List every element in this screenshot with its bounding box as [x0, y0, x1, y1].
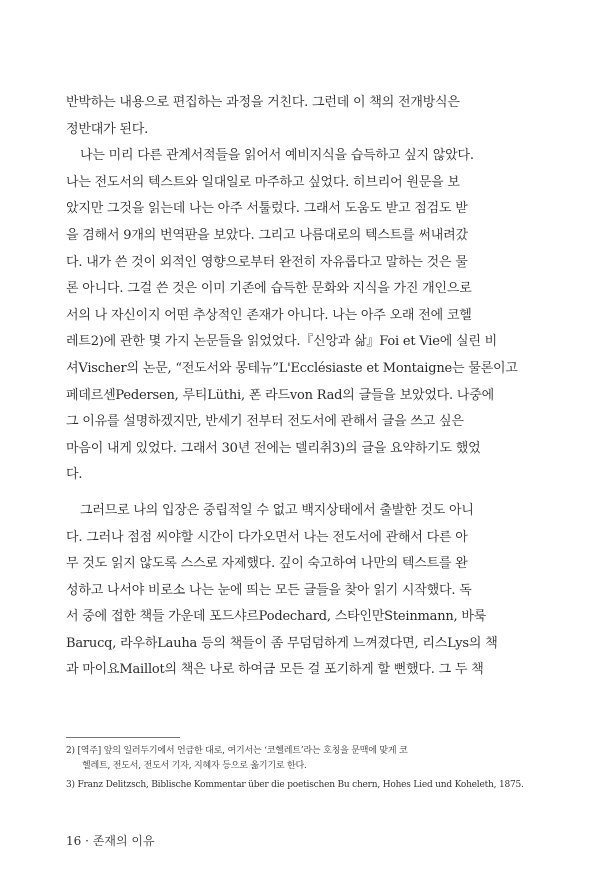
page-number: 16 [66, 834, 82, 848]
body-line: 반박하는 내용으로 편집하는 과정을 거친다. 그런데 이 책의 전개방식은 [66, 95, 460, 110]
footnote-3-line: 3) Franz Delitzsch, Biblische Kommentar über die poetischen Bu chern, Hohes Lied und Koheleth, 1875. [66, 780, 524, 790]
body-line: 을 겸해서 9개의 번역판을 보았다. 그리고 나름대로의 텍스트를 써내려갔 [66, 227, 468, 243]
body-line: 과 마이요Maillot의 책은 나로 하여금 모든 걸 포기하게 할 뻔했다. 그 두 책 [66, 662, 484, 678]
footnotes [66, 744, 524, 793]
body-line: 았지만 그것을 읽는데 나는 아주 서툴렀다. 그래서 도움도 받고 점검도 받 [66, 201, 468, 217]
running-title: 존재의 이유 [92, 834, 155, 848]
body-line: 그 이유를 설명하겠지만, 반세기 전부터 전도서에 관해서 글을 쓰고 싶은 [66, 414, 464, 430]
body-line: 서의 나 자신이지 어떤 추상적인 존재가 아니다. 나는 아주 오래 전에 코헬 [66, 307, 472, 323]
body-text [66, 90, 518, 684]
footnote-2-continuation: 헬레트, 전도서, 전도서 기자, 지혜자 등으로 옮기기로 한다. [82, 761, 307, 771]
body-line: 페데르센Pedersen, 루티Lüthi, 폰 라드von Rad의 글들을 보았었다. 나중에 [66, 387, 494, 403]
body-line: 다. 내가 쓴 것이 외적인 영향으로부터 완전히 자유롭다고 말하는 것은 물 [66, 254, 468, 270]
paragraph-gap [66, 489, 482, 498]
body-line: 셔Vischer의 논문, “전도서와 몽테뉴”L'Ecclésiaste et Montaigne는 물론이고 [66, 360, 518, 376]
body-line: 서 중에 접한 책들 가운데 포드샤르Podechard, 스타인만Steinmann, 바룩 [66, 609, 487, 625]
paragraph-start-line: 그러므로 나의 입장은 중립적일 수 없고 백지상태에서 출발한 것도 아니 [80, 502, 474, 518]
body-line: 성하고 나서야 비로소 나는 눈에 띄는 모든 글들을 찾아 읽기 시작했다. 독 [66, 582, 472, 598]
body-line: 다. 그러나 점점 씨야할 시간이 다가오면서 나는 전도서에 관해서 다른 아 [66, 529, 468, 545]
body-line: 론 아니다. 그걸 쓴 것은 이미 기존에 습득한 문화와 지식을 가진 개인으로 [66, 281, 472, 297]
body-line: 다. [66, 467, 83, 483]
body-line: 마음이 내게 있었다. 그래서 30년 전에는 델리취3)의 글을 요약하기도 했었 [66, 440, 481, 456]
folio-separator: · [85, 834, 89, 848]
body-line: 무 것도 읽지 않도록 스스로 자제했다. 깊이 숙고하여 나만의 텍스트를 완 [66, 556, 468, 572]
body-line: 정반대가 된다. [66, 121, 149, 137]
footnote-divider [66, 737, 180, 738]
footnote-2-line: 2) [역주] 앞의 일러두기에서 언급한 대로, 여기서는 ‘코헬레트’라는 호칭을 문맥에 맞게 코 [66, 746, 408, 756]
body-line: Barucq, 라우하Lauha 등의 책들이 좀 무덤덤하게 느껴졌다면, 리스Lys의 책 [66, 635, 498, 651]
body-line: 나는 전도서의 텍스트와 일대일로 마주하고 싶었다. 히브리어 원문을 보 [66, 174, 460, 190]
paragraph-start-line: 나는 미리 다른 관계서적들을 읽어서 예비지식을 습득하고 싶지 않았다. [80, 148, 474, 164]
body-line: 레트2)에 관한 몇 가지 논문들을 읽었었다.『신앙과 삶』Foi et Vie에 실린 비 [66, 334, 498, 350]
page-footer [66, 832, 155, 849]
